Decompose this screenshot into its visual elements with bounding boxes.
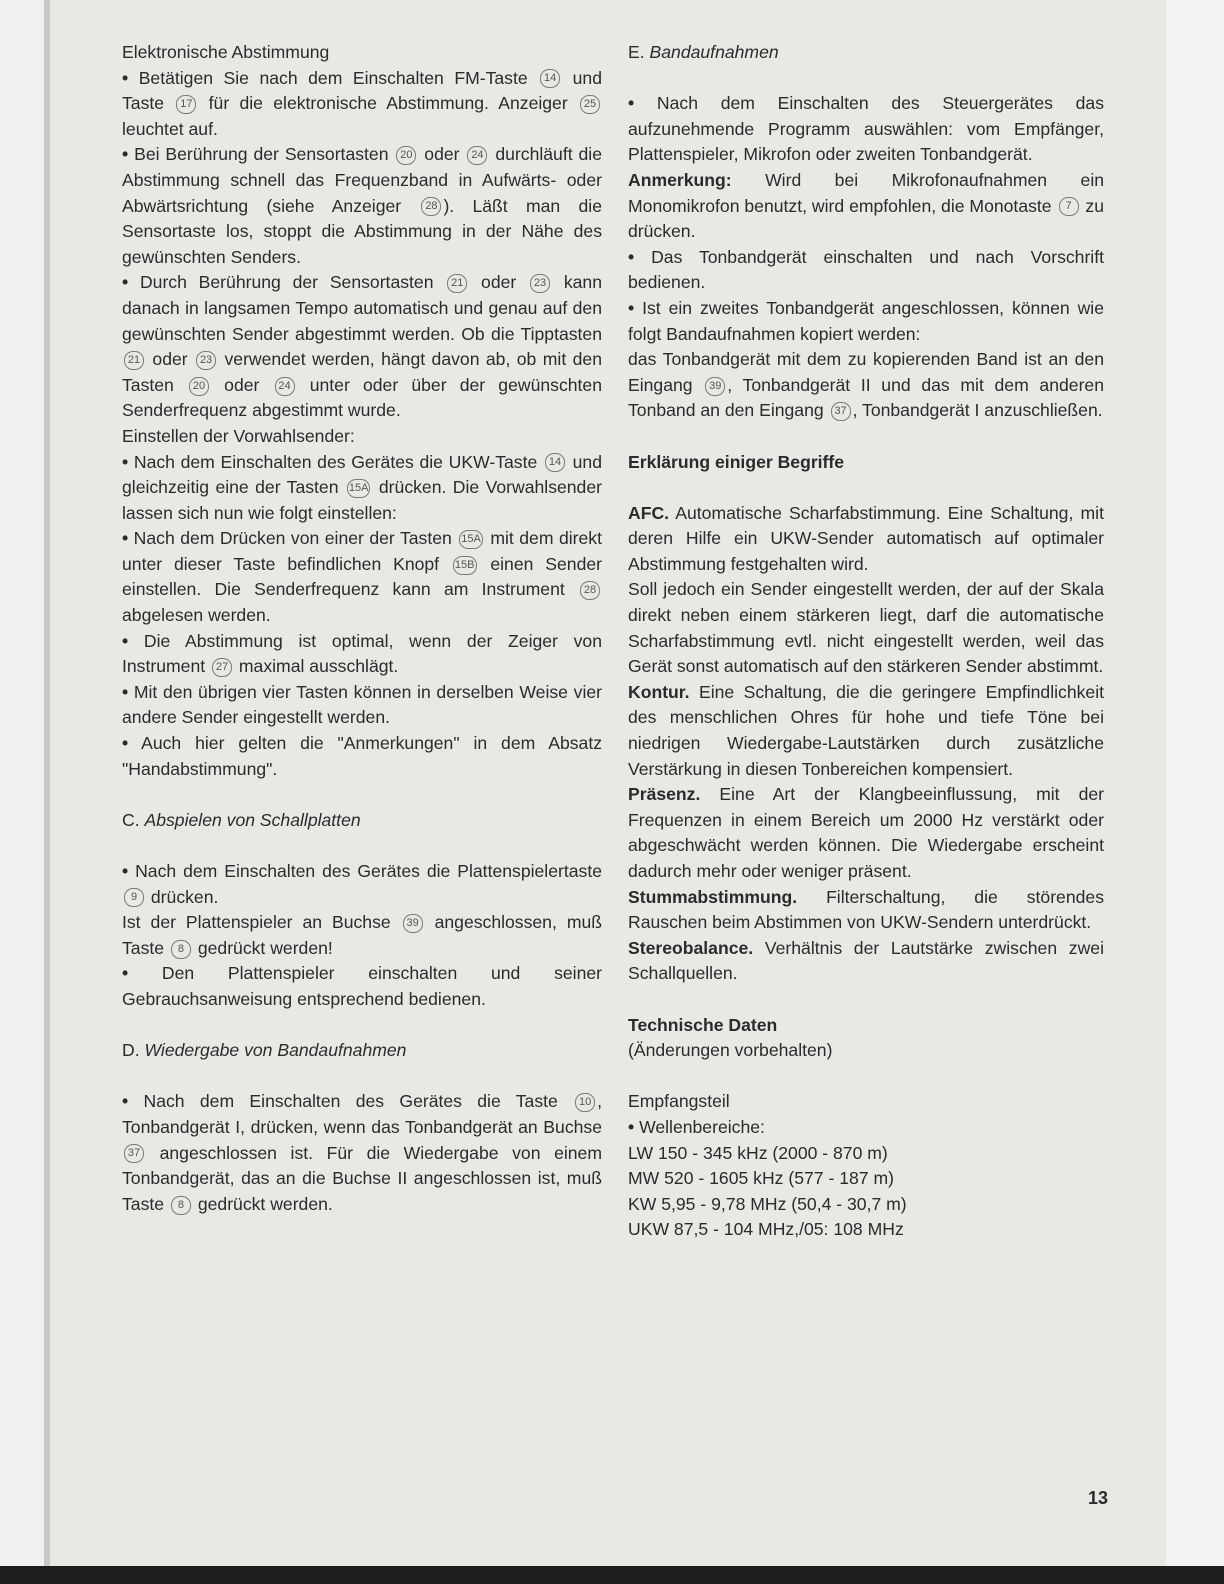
receiver-heading: Empfangsteil	[628, 1091, 730, 1112]
paragraph: • Nach dem Einschalten des Steuergerätes das aufzunehmende Programm auswählen: vom Empfänger, Plattenspieler, Mikrofon oder zweiten Tonbandgerät.	[628, 93, 1105, 165]
note-paragraph: Anmerkung: Wird bei Mikrofonaufnahmen ein Monomikrofon benutzt, wird empfohlen, die Monotaste 7 zu drücken.	[628, 169, 1105, 242]
paragraph: • Nach dem Einschalten des Gerätes die UKW-Taste 14 und gleichzeitig eine der Tasten 15A drücken. Die Vorwahlsender lassen sich nun wie folgt einstellen:	[122, 451, 602, 523]
paragraph: • Mit den übrigen vier Tasten können in derselben Weise vier andere Sender eingestellt werden.	[122, 681, 602, 728]
ref-number: 28	[421, 197, 441, 216]
ref-number: 14	[545, 453, 565, 472]
right-column	[628, 40, 1104, 1243]
left-column	[122, 40, 602, 1217]
ref-number: 8	[171, 1196, 191, 1215]
ref-number: 9	[124, 888, 144, 907]
ref-number: 37	[124, 1144, 144, 1163]
bands-label: • Wellenbereiche:	[628, 1116, 765, 1137]
paragraph: Soll jedoch ein Sender eingestellt werden, der auf der Skala direkt neben einem stärkeren liegt, darf die automatische Scharfabstimmung evtl. nicht eingestellt werden, weil das Gerät sonst automatisch auf den stärkeren Sender abstimmt.	[628, 579, 1104, 677]
page-left-edge	[0, 0, 50, 1584]
ref-number: 39	[403, 914, 423, 933]
paragraph: • Nach dem Drücken von einer der Tasten 15A mit dem direkt unter dieser Taste befindlichen Knopf 15B einen Sender einstellen. Die Senderfrequenz kann am Instrument 28 abgelesen werden.	[122, 528, 602, 626]
ref-number: 20	[189, 377, 209, 396]
bullet: •	[122, 630, 129, 651]
ref-number: 24	[275, 377, 295, 396]
heading-electronic: Elektronische Abstimmung	[122, 42, 330, 62]
paragraph: • Auch hier gelten die "Anmerkungen" in dem Absatz "Handabstimmung".	[122, 733, 602, 779]
ref-number: 24	[467, 146, 487, 165]
heading-e: E. Bandaufnahmen	[628, 42, 779, 62]
paragraph: • Betätigen Sie nach dem Einschalten FM-Taste 14 und Taste 17 für die elektronische Abstimmung. Anzeiger 25 leuchtet auf.	[122, 67, 603, 139]
term-stumm: Stummabstimmung. Filterschaltung, die störendes Rauschen beim Abstimmen von UKW-Sendern unterdrückt.	[628, 886, 1104, 933]
document-page	[50, 0, 1166, 1566]
ref-number: 23	[530, 274, 550, 293]
band-mw: MW 520 - 1605 kHz (577 - 187 m)	[628, 1168, 894, 1189]
ref-number: 15A	[347, 479, 371, 498]
paragraph: Ist der Plattenspieler an Buchse 39 angeschlossen, muß Taste 8 gedrückt werden!	[122, 912, 603, 958]
tech-subtitle: (Änderungen vorbehalten)	[628, 1040, 833, 1061]
ref-number: 15B	[453, 556, 477, 575]
ref-number: 37	[831, 402, 851, 421]
paragraph: das Tonbandgerät mit dem zu kopierenden Band ist an den Eingang 39 , Tonbandgerät II und das mit dem anderen Tonband an den Eingang 37 , Tonbandgerät I anzuschließen.	[628, 349, 1104, 421]
bullet: •	[122, 861, 129, 881]
heading-terms: Erklärung einiger Begriffe	[628, 451, 845, 472]
ref-number: 7	[1059, 197, 1079, 216]
band-ukw: UKW 87,5 - 104 MHz,/05: 108 MHz	[628, 1219, 904, 1240]
bullet: •	[122, 963, 129, 984]
heading-d: D. Wiedergabe von Bandaufnahmen	[122, 1040, 407, 1061]
ref-number: 21	[447, 274, 467, 293]
band-lw: LW 150 - 345 kHz (2000 - 870 m)	[628, 1142, 888, 1163]
term-praesenz: Präsenz. Eine Art der Klangbeeinflussung, mit der Frequenzen in einem Bereich um 2000 Hz verstärkt oder abgeschwächt werden können. Die Wiedergabe erscheint dadurch mehr oder weniger präsent.	[628, 784, 1104, 881]
bullet: •	[122, 733, 129, 754]
paragraph: • Nach dem Einschalten des Gerätes die Taste 10 , Tonbandgerät I, drücken, wenn das Tonbandgerät an Buchse 37 angeschlossen ist. Für die Wiedergabe von einem Tonbandgerät, das an die Buchse II angeschlossen ist, muß Taste 8 gedrückt werden.	[122, 1091, 603, 1214]
page-bottom-edge	[0, 1566, 1224, 1584]
ref-number: 27	[212, 658, 232, 677]
paragraph: • Ist ein zweites Tonbandgerät angeschlossen, können wie folgt Bandaufnahmen kopiert werden:	[628, 297, 1104, 344]
ref-number: 14	[540, 69, 560, 88]
bullet: •	[122, 1091, 129, 1112]
paragraph: • Die Abstimmung ist optimal, wenn der Zeiger von Instrument 27 maximal ausschlägt.	[122, 630, 602, 677]
bullet: •	[122, 67, 129, 88]
paragraph: • Nach dem Einschalten des Gerätes die Plattenspielertaste 9 drücken.	[122, 861, 602, 907]
term-afc: AFC. Automatische Scharfabstimmung. Eine Schaltung, mit deren Hilfe ein UKW-Sender automatisch auf optimaler Abstimmung festgehalten wird.	[628, 502, 1104, 574]
bullet: •	[122, 144, 129, 165]
bullet: •	[628, 1116, 635, 1137]
paragraph: • Bei Berührung der Sensortasten 20 oder 24 durchläuft die Abstimmung schnell das Frequenzband in Aufwärts- oder Abwärtsrichtung (siehe Anzeiger 28 ). Läßt man die Sensortaste los, stoppt die Abstimmung in der Nähe des gewünschten Senders.	[122, 144, 602, 267]
heading-c: C. Abspielen von Schallplatten	[122, 809, 361, 830]
ref-number: 17	[176, 95, 196, 114]
ref-number: 28	[580, 581, 600, 600]
band-kw: KW 5,95 - 9,78 MHz (50,4 - 30,7 m)	[628, 1193, 907, 1214]
page-right-margin	[1166, 0, 1224, 1584]
heading-preset: Einstellen der Vorwahlsender:	[122, 425, 355, 446]
paragraph: • Durch Berührung der Sensortasten 21 oder 23 kann danach in langsamen Tempo automatisch und genau auf den gewünschten Sender abgestimmt werden. Ob die Tipptasten 21 oder 23 verwendet werden, hängt davon ab, ob mit den Tasten 20 oder 24 unter oder über der gewünschten Senderfrequenz abgestimmt wurde.	[122, 272, 602, 421]
term-stereo: Stereobalance. Verhältnis der Lautstärke zwischen zwei Schallquellen.	[628, 937, 1104, 984]
page-number: 13	[1088, 1488, 1109, 1508]
ref-number: 21	[124, 351, 144, 370]
paragraph: • Den Plattenspieler einschalten und seiner Gebrauchsanweisung entsprechend bedienen.	[122, 963, 602, 1009]
bullet: •	[122, 681, 129, 702]
ref-number: 10	[575, 1093, 595, 1112]
heading-tech: Technische Daten	[628, 1014, 778, 1035]
bullet: •	[628, 297, 635, 318]
paragraph: • Das Tonbandgerät einschalten und nach Vorschrift bedienen.	[628, 246, 1104, 293]
ref-number: 23	[196, 351, 216, 370]
ref-number: 20	[396, 146, 416, 165]
ref-number: 15A	[459, 530, 483, 549]
ref-number: 8	[171, 940, 191, 959]
bullet: •	[122, 451, 129, 472]
bullet: •	[122, 272, 129, 293]
bullet: •	[628, 93, 635, 114]
ref-number: 25	[580, 95, 600, 114]
term-kontur: Kontur. Eine Schaltung, die die geringere Empfindlichkeit des menschlichen Ohres für hohe und tiefe Töne bei niedrigen Wiedergabe-Lautstärken durch zusätzliche Verstärkung in diesen Tonbereichen kompensiert.	[628, 681, 1104, 779]
ref-number: 39	[705, 377, 725, 396]
bullet: •	[628, 246, 635, 267]
note-label: Anmerkung:	[628, 169, 732, 190]
bullet: •	[122, 528, 129, 549]
